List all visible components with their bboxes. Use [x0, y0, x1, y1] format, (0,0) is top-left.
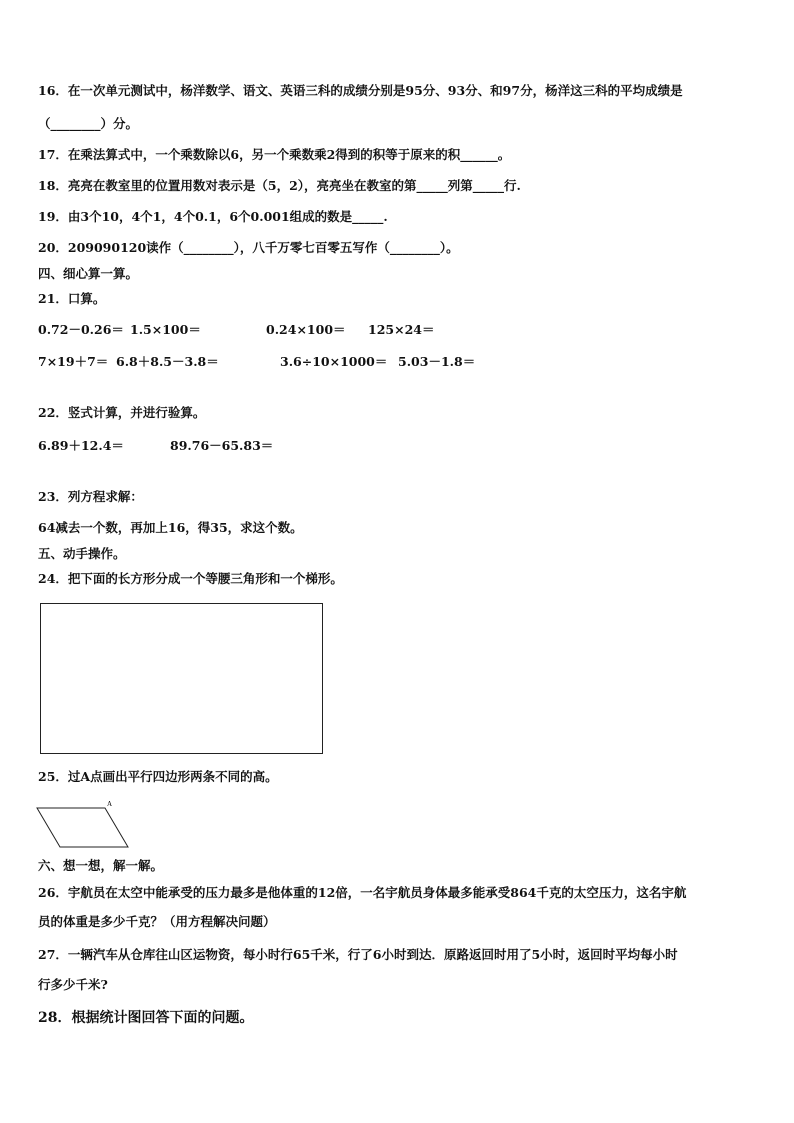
- q20-text: 20．209090120读作（________），八千万零七百零五写作（________）。: [38, 240, 459, 255]
- q21-r1-item4: 125×24＝: [368, 322, 435, 337]
- q21-title: 21．口算。: [38, 291, 106, 306]
- q27-line2: 行多少千米?: [38, 977, 108, 992]
- q24-text: 24．把下面的长方形分成一个等腰三角形和一个梯形。: [38, 571, 343, 586]
- section6-heading: 六、想一想，解一解。: [38, 858, 164, 873]
- q21-r2-item1: 7×19＋7＝: [38, 354, 109, 369]
- q18-text: 18．亮亮在教室里的位置用数对表示是（5，2），亮亮坐在教室的第_____列第_____行.: [38, 178, 521, 193]
- q19-text: 19．由3个10，4个1，4个0.1，6个0.001组成的数是_____.: [38, 209, 388, 224]
- q21-r1-item2: 1.5×100＝: [130, 322, 201, 337]
- q25-text: 25．过A点画出平行四边形两条不同的高。: [38, 769, 278, 784]
- q21-r2-item4: 5.03－1.8＝: [398, 354, 476, 369]
- point-a-label: A: [107, 800, 113, 808]
- q22-item2: 89.76－65.83＝: [170, 438, 274, 453]
- q16-line1: 16．在一次单元测试中，杨洋数学、语文、英语三科的成绩分别是95分、93分、和97分，杨洋这三科的平均成绩是: [38, 83, 683, 98]
- q22-title: 22．竖式计算，并进行验算。: [38, 405, 206, 420]
- section4-heading: 四、细心算一算。: [38, 266, 139, 281]
- q22-item1: 6.89＋12.4＝: [38, 438, 124, 453]
- q16-line2: （________）分。: [38, 116, 139, 131]
- q27-line1: 27．一辆汽车从仓库往山区运物资，每小时行65千米，行了6小时到达．原路返回时用了5小时，返回时平均每小时: [38, 947, 678, 962]
- q26-line1: 26．宇航员在太空中能承受的压力最多是他体重的12倍，一名宇航员身体最多能承受864千克的太空压力，这名宇航: [38, 885, 687, 900]
- q23-body: 64减去一个数，再加上16，得35，求这个数。: [38, 520, 303, 535]
- q21-r1-item1: 0.72－0.26＝: [38, 322, 124, 337]
- section5-heading: 五、动手操作。: [38, 546, 126, 561]
- q26-line2: 员的体重是多少千克？（用方程解决问题）: [38, 914, 276, 929]
- q23-title: 23．列方程求解：: [38, 489, 143, 504]
- q17-text: 17．在乘法算式中，一个乘数除以6，另一个乘数乘2得到的积等于原来的积______。: [38, 147, 511, 162]
- q21-r2-item3: 3.6÷10×1000＝: [280, 354, 388, 369]
- rectangle-figure: [40, 603, 323, 754]
- q28-text: 28．根据统计图回答下面的问题。: [38, 1010, 254, 1026]
- parallelogram-figure: [36, 800, 136, 852]
- q21-r1-item3: 0.24×100＝: [266, 322, 346, 337]
- parallelogram-shape: [37, 808, 128, 847]
- q21-r2-item2: 6.8＋8.5－3.8＝: [116, 354, 219, 369]
